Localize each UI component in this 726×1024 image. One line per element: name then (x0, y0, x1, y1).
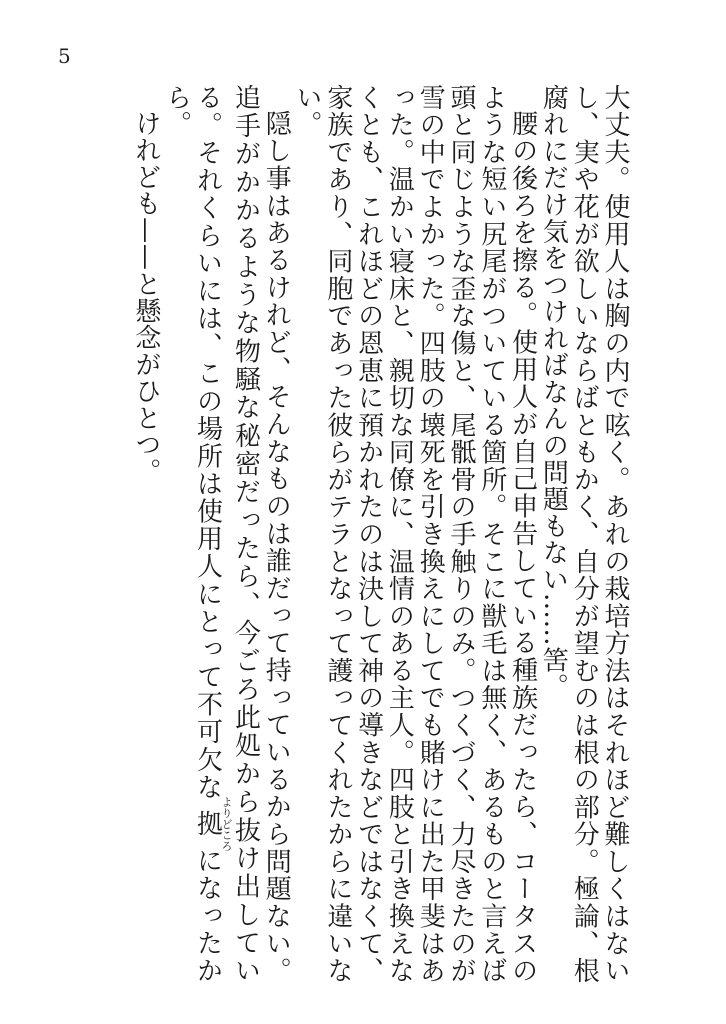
paragraph-3 (161, 84, 291, 984)
paragraph-1: 大丈夫。使用人は胸の内で呟く。あれの栽培方法はそれほど難しくはないし、実や花が欲しいならばともかく、自分が望むのは根の部分。極論、根腐れにだけ気をつければなんの問題もない……筈。 (538, 84, 630, 984)
ruby-base: 拠 (192, 796, 223, 852)
paragraph-3-text-after: になったから。 (161, 84, 223, 984)
paragraph-4: けれども——と懸念がひとつ。 (130, 110, 161, 485)
ruby-reading: よりどころ (219, 796, 233, 852)
body-text (70, 84, 630, 984)
ruby-yoridokoro (192, 796, 233, 852)
paragraph-3-text-before: 隠し事はあるけれど、そんなものは誰だって持っているから問題ない。追手がかかるような物騒な秘密だったら、今ごろ此処から抜け出している。それくらいには、この場所は使用人にとって不可欠な (192, 84, 292, 984)
paragraph-2: 腰の後ろを擦る。使用人が自己申告している種族だったら、コータスのような短い尻尾がついている箇所。そこに獣毛は無く、あるものと言えば頭と同じような歪な傷と、尾骶骨の手触りのみ。つくづく、力尽きたのが雪の中でよかった。四肢の壊死を引き換えにしてでも賭けに出た甲斐はあった。温かい寝床と、親切な同僚に、温情のある主人。四肢と引き換えなくとも、これほどの恩恵に預かれたのは決して神の導きなどではなくて、家族であり、同胞であった彼らがテラとなって護ってくれたからに違いない。 (292, 84, 538, 984)
page-number: 5 (58, 44, 71, 68)
